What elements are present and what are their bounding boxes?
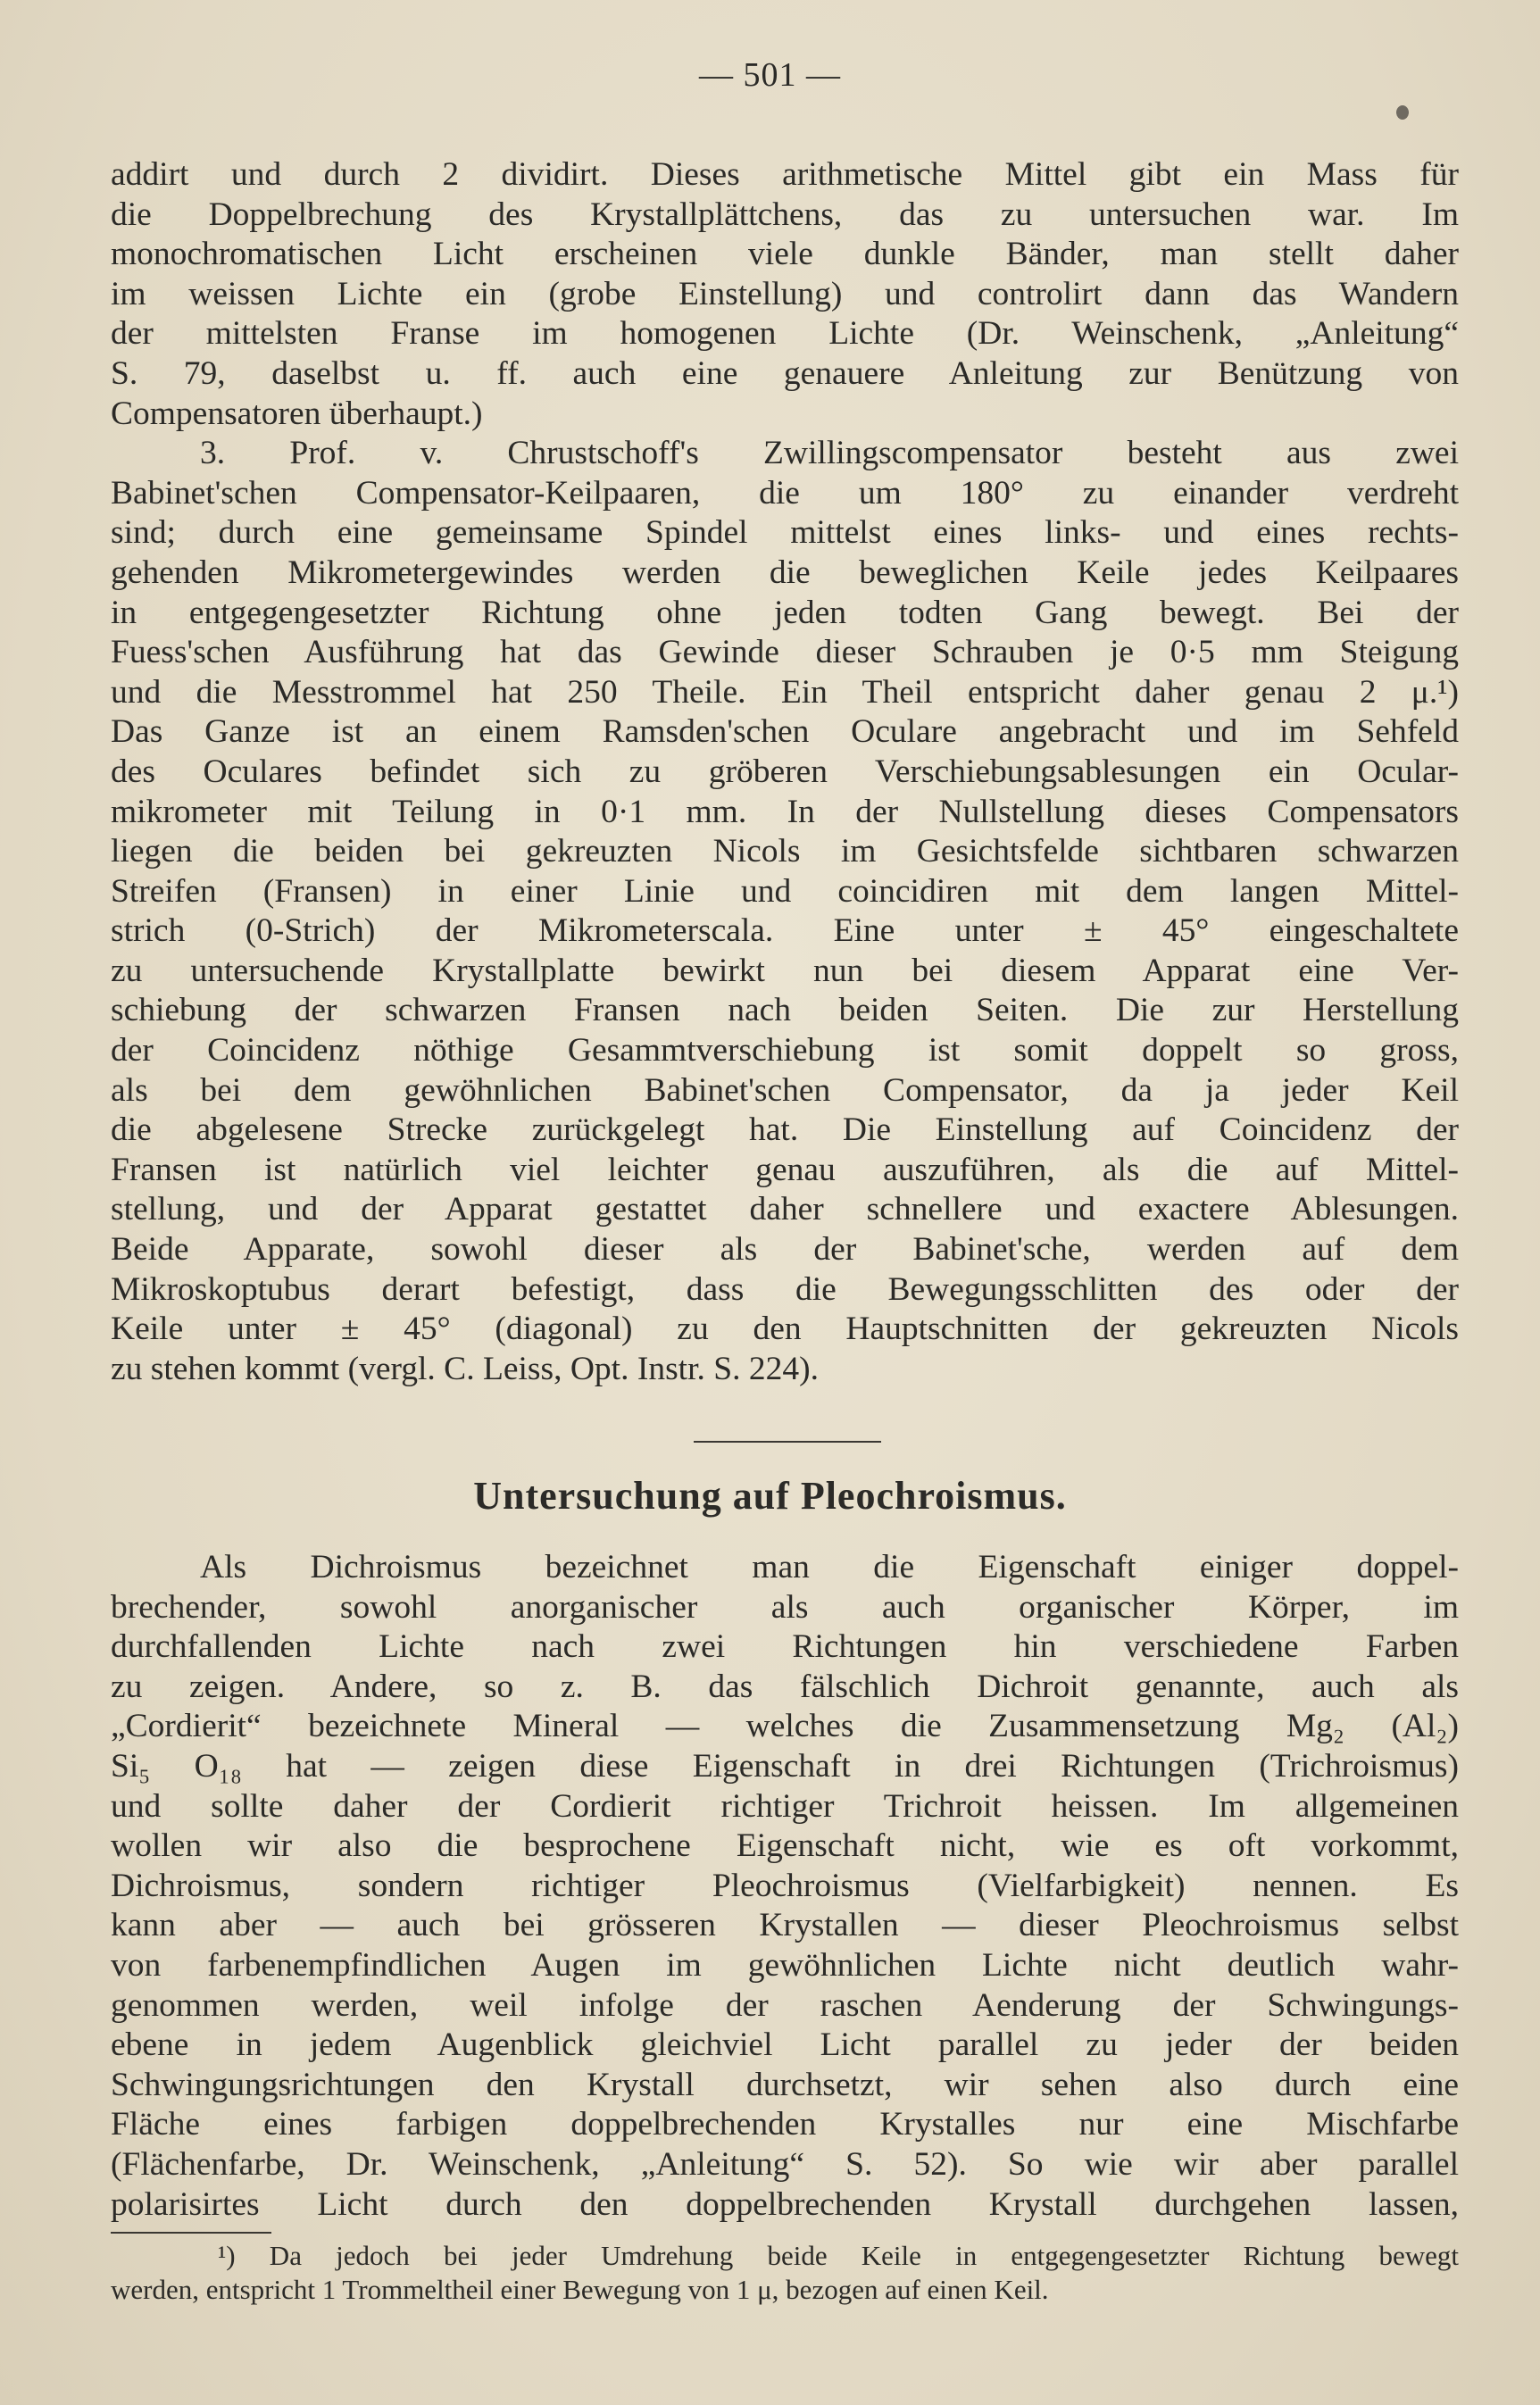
- text-line: brechender, sowohl anorganischer als auch organischer Körper, im: [111, 1588, 1459, 1626]
- text-line: wollen wir also die besprochene Eigenschaft nicht, wie es oft vorkommt,: [111, 1827, 1459, 1865]
- text-line: Fläche eines farbigen doppelbrechenden Krystalles nur eine Mischfarbe: [111, 2106, 1459, 2143]
- text-line: Fuess'schen Ausführung hat das Gewinde dieser Schrauben je 0·5 mm Steigung: [111, 634, 1459, 671]
- text-line: (Flächenfarbe, Dr. Weinschenk, „Anleitung“ S. 52). So wie wir aber parallel: [111, 2145, 1459, 2183]
- text-line: Als Dichroismus bezeichnet man die Eigenschaft einiger doppel-: [200, 1549, 1459, 1585]
- text-line: liegen die beiden bei gekreuzten Nicols im Gesichtsfelde sichtbaren schwarzen: [111, 833, 1459, 870]
- text-line: der mittelsten Franse im homogenen Lichte (Dr. Weinschenk, „Anleitung“: [111, 315, 1459, 353]
- text-line: Compensatoren überhaupt.): [111, 395, 483, 432]
- text-line: Mikroskoptubus derart befestigt, dass die Bewegungsschlitten des oder der: [111, 1270, 1459, 1308]
- text-line: in entgegengesetzter Richtung ohne jeden todten Gang bewegt. Bei der: [111, 594, 1459, 631]
- text-line: gehenden Mikrometergewindes werden die beweglichen Keile jedes Keilpaares: [111, 553, 1459, 591]
- text-line: polarisirtes Licht durch den doppelbrechenden Krystall durchgehen lassen,: [111, 2185, 1459, 2223]
- footnote: [111, 2239, 1459, 2307]
- text-line: zu untersuchende Krystallplatte bewirkt nun bei diesem Apparat eine Ver-: [111, 952, 1459, 989]
- text-line: Das Ganze ist an einem Ramsden'schen Oculare angebracht und im Sehfeld: [111, 713, 1459, 751]
- text-line: mikrometer mit Teilung in 0·1 mm. In der Nullstellung dieses Compensators: [111, 793, 1459, 830]
- text-line: Dichroismus, sondern richtiger Pleochroismus (Vielfarbigkeit) nennen. Es: [111, 1867, 1459, 1904]
- text-line: schiebung der schwarzen Fransen nach beiden Seiten. Die zur Herstellung: [111, 992, 1459, 1029]
- text-line: von farbenempfindlichen Augen im gewöhnlichen Lichte nicht deutlich wahr-: [111, 1946, 1459, 1984]
- footnote-line: werden, entspricht 1 Trommeltheil einer Bewegung von 1 μ, bezogen auf einen Keil.: [111, 2274, 1049, 2305]
- text-line: sind; durch eine gemeinsame Spindel mittelst eines links- und eines rechts-: [111, 514, 1459, 552]
- section-divider: [694, 1441, 881, 1443]
- text-line: Streifen (Fransen) in einer Linie und coincidiren mit dem langen Mittel-: [111, 872, 1459, 910]
- text-line: S. 79, daselbst u. ff. auch eine genauere Anleitung zur Benützung von: [111, 354, 1459, 392]
- text-line: und sollte daher der Cordierit richtiger Trichroit heissen. Im allgemeinen: [111, 1787, 1459, 1825]
- text-line: und die Messtrommel hat 250 Theile. Ein Theil entspricht daher genau 2 μ.¹): [111, 673, 1459, 711]
- footnote-divider: [111, 2232, 271, 2234]
- text-line: Babinet'schen Compensator-Keilpaaren, die um 180° zu einander verdreht: [111, 474, 1459, 512]
- text-line: strich (0-Strich) der Mikrometerscala. Eine unter ± 45° eingeschaltete: [111, 912, 1459, 950]
- ink-speck: [1396, 105, 1409, 120]
- section-pleochroism-text: [111, 1548, 1459, 2225]
- text-line: Fransen ist natürlich viel leichter genau auszuführen, als die auf Mittel-: [111, 1151, 1459, 1188]
- text-line: 3. Prof. v. Chrustschoff's Zwillingscompensator besteht aus zwei: [200, 435, 1459, 472]
- text-line: im weissen Lichte ein (grobe Einstellung) und controlirt dann das Wandern: [111, 275, 1459, 312]
- text-line: die abgelesene Strecke zurückgelegt hat. Die Einstellung auf Coincidenz der: [111, 1111, 1459, 1149]
- page-number: — 501 —: [699, 56, 841, 94]
- text-line: addirt und durch 2 dividirt. Dieses arithmetische Mittel gibt ein Mass für: [111, 156, 1459, 193]
- text-line: monochromatischen Licht erscheinen viele dunkle Bänder, man stellt daher: [111, 236, 1459, 273]
- footnote-line: ¹) Da jedoch bei jeder Umdrehung beide Keile in entgegengesetzter Richtung bewegt: [218, 2240, 1459, 2271]
- section-heading: Untersuchung auf Pleochroismus.: [473, 1474, 1067, 1518]
- text-line: zu zeigen. Andere, so z. B. das fälschlich Dichroit genannte, auch als: [111, 1668, 1459, 1705]
- text-line: genommen werden, weil infolge der raschen Aenderung der Schwingungs-: [111, 1986, 1459, 2024]
- text-line: zu stehen kommt (vergl. C. Leiss, Opt. Instr. S. 224).: [111, 1350, 819, 1387]
- text-line: die Doppelbrechung des Krystallplättchens, das zu untersuchen war. Im: [111, 196, 1459, 233]
- section-compensator-text: [111, 155, 1459, 1389]
- text-line: des Oculares befindet sich zu gröberen Verschiebungsablesungen ein Ocular-: [111, 753, 1459, 790]
- text-line: kann aber — auch bei grösseren Krystallen — dieser Pleochroismus selbst: [111, 1907, 1459, 1944]
- text-line: Si₅ O₁₈ hat — zeigen diese Eigenschaft in drei Richtungen (Trichroismus): [111, 1747, 1459, 1785]
- text-line: ebene in jedem Augenblick gleichviel Licht parallel zu jeder der beiden: [111, 2026, 1459, 2064]
- text-line: durchfallenden Lichte nach zwei Richtungen hin verschiedene Farben: [111, 1628, 1459, 1666]
- text-line: Schwingungsrichtungen den Krystall durchsetzt, wir sehen also durch eine: [111, 2066, 1459, 2103]
- text-line: „Cordierit“ bezeichnete Mineral — welches die Zusammensetzung Mg₂ (Al₂): [111, 1708, 1459, 1745]
- text-line: Beide Apparate, sowohl dieser als der Babinet'sche, werden auf dem: [111, 1231, 1459, 1269]
- text-line: stellung, und der Apparat gestattet daher schnellere und exactere Ablesungen.: [111, 1191, 1459, 1228]
- text-line: Keile unter ± 45° (diagonal) zu den Hauptschnitten der gekreuzten Nicols: [111, 1311, 1459, 1348]
- text-line: der Coincidenz nöthige Gesammtverschiebung ist somit doppelt so gross,: [111, 1032, 1459, 1069]
- text-line: als bei dem gewöhnlichen Babinet'schen Compensator, da ja jeder Keil: [111, 1071, 1459, 1109]
